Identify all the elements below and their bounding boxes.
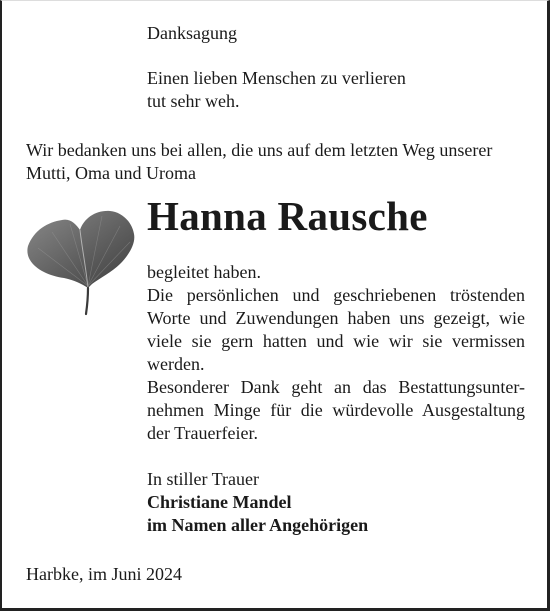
signature-behalf: im Namen aller Angehörigen: [147, 515, 369, 535]
body-line: nehmen Minge für die würdevolle Ausgestaltung: [147, 400, 525, 420]
body-line: Worte und Zuwendungen haben uns gezeigt, wie: [147, 308, 525, 328]
body-line: werden.: [147, 354, 205, 374]
body-line: begleitet haben.: [147, 262, 261, 282]
signature-closing: In stiller Trauer: [147, 469, 259, 489]
body-line: Die persönlichen und geschriebenen tröstenden: [147, 285, 525, 305]
intro-line: Mutti, Oma und Uroma: [26, 163, 196, 183]
motto-quote: [147, 67, 406, 113]
body-line: der Trauerfeier.: [147, 423, 258, 443]
body-line: viele sie gern hatten und wie wir sie vermissen: [147, 331, 525, 351]
intro-line: Wir bedanken uns bei allen, die uns auf dem letzten Weg unserer: [26, 140, 493, 160]
thanks-text: [147, 261, 525, 445]
place-date: Harbke, im Juni 2024: [26, 564, 182, 584]
notice-heading: Danksagung: [147, 23, 237, 43]
ginkgo-leaf-icon: [24, 208, 136, 316]
signature-name: Christiane Mandel: [147, 492, 292, 512]
signature-block: [147, 468, 368, 537]
deceased-name: Hanna Rausche: [147, 193, 428, 239]
motto-line: Einen lieben Menschen zu verlieren: [147, 68, 406, 88]
intro-text: [26, 139, 526, 185]
motto-line: tut sehr weh.: [147, 91, 240, 111]
body-line: Besonderer Dank geht an das Bestattungsunter-: [147, 377, 525, 397]
